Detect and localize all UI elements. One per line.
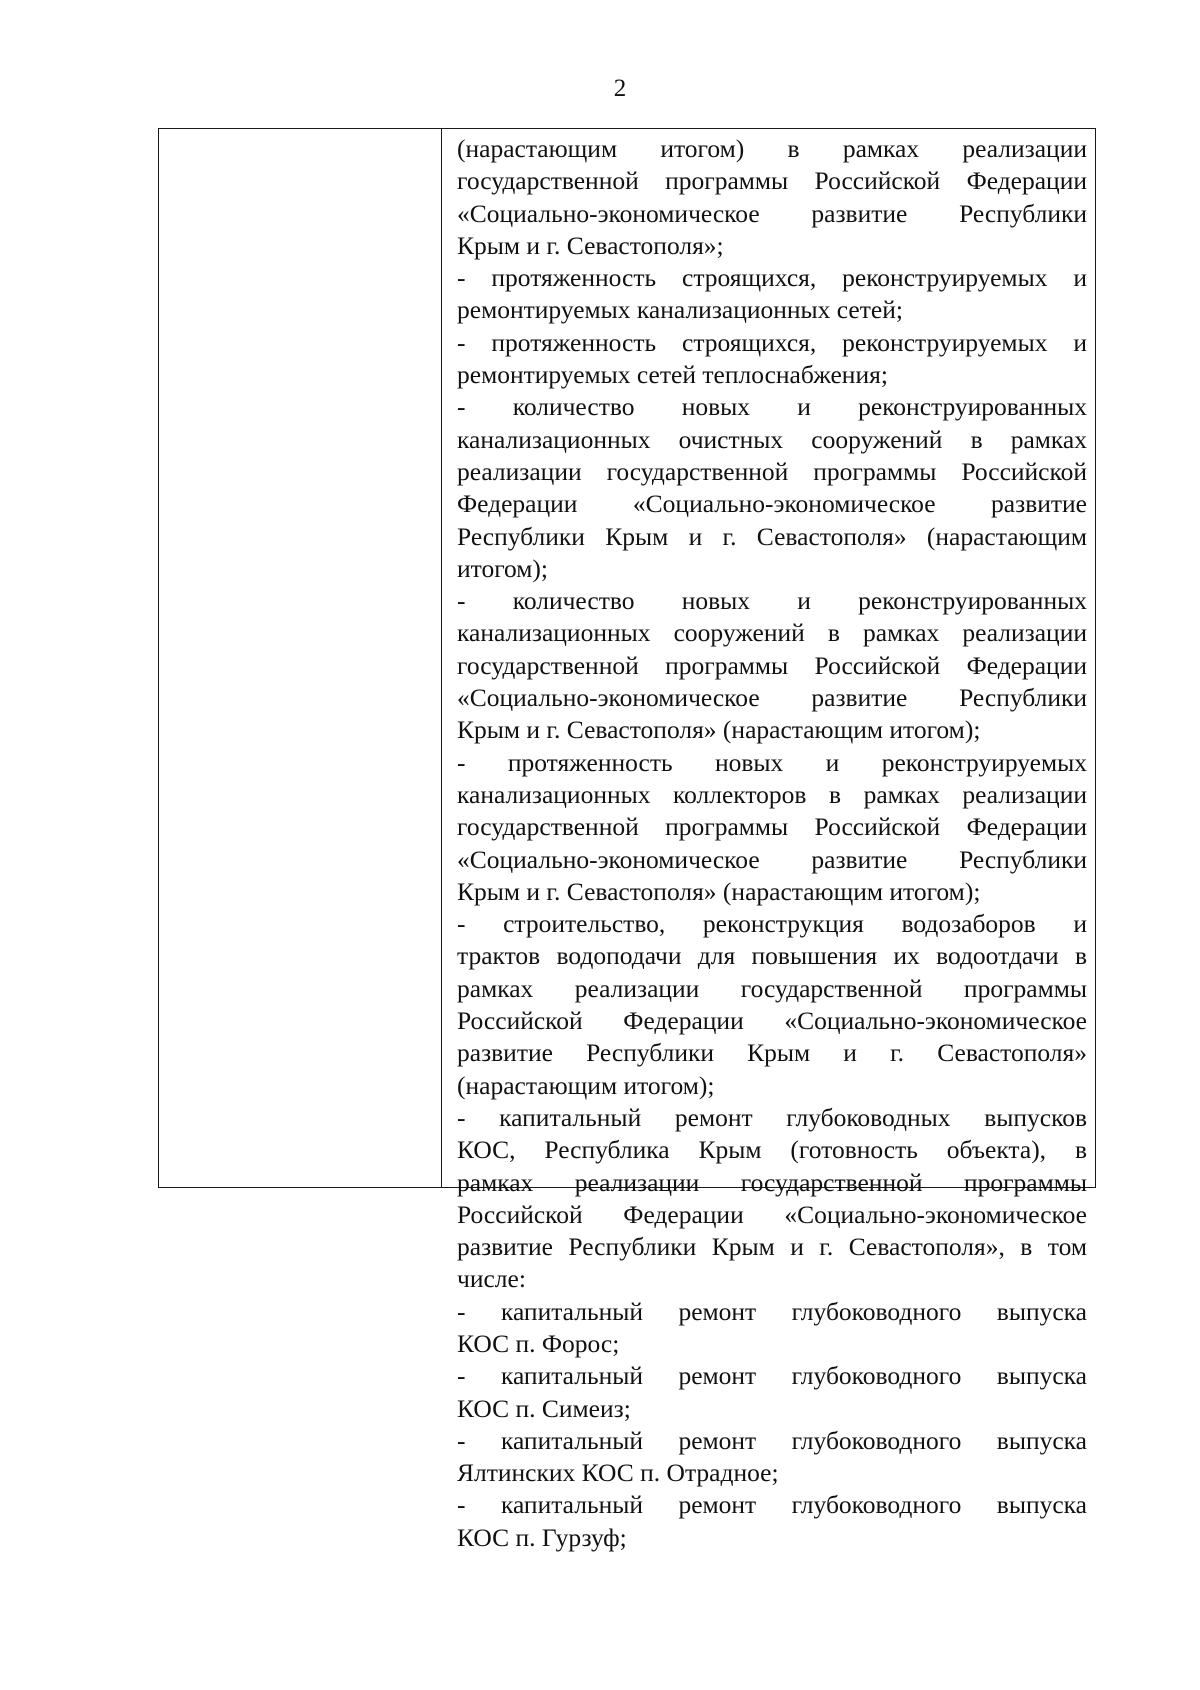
text-line: КОС п. Гурзуф; (457, 1522, 627, 1552)
document-table (158, 128, 1096, 1552)
page-number: 2 (613, 75, 627, 102)
text-line: - протяженность строящихся, реконструируемых и (457, 263, 1087, 293)
text-line: Ялтинских КОС п. Отрадное; (457, 1458, 779, 1488)
text-line: КОС, Республика Крым (готовность объекта), в (457, 1135, 1087, 1165)
text-line: КОС п. Форос; (457, 1328, 620, 1358)
text-line: канализационных коллекторов в рамках реализации (457, 779, 1087, 809)
text-line: канализационных очистных сооружений в рамках (457, 424, 1087, 454)
text-line: - капитальный ремонт глубоководного выпуска (457, 1296, 1087, 1326)
text-line: Республики Крым и г. Севастополя» (нарастающим (457, 521, 1087, 551)
text-line: (нарастающим итогом); (457, 1070, 715, 1100)
text-line: «Социально-экономическое развитие Республики (457, 198, 1087, 228)
text-line: реализации государственной программы Российской (457, 456, 1087, 486)
text-line: государственной программы Российской Федерации (457, 650, 1087, 680)
text-line: ремонтируемых канализационных сетей; (457, 295, 903, 325)
text-line: - протяженность строящихся, реконструируемых и (457, 327, 1087, 357)
text-line: - капитальный ремонт глубоководного выпуска (457, 1490, 1087, 1520)
text-line: Российской Федерации «Социально-экономическое (457, 1199, 1087, 1229)
text-line: Федерации «Социально-экономическое развитие (457, 489, 1087, 519)
text-line: числе: (457, 1264, 526, 1294)
text-line: (нарастающим итогом) в рамках реализации (457, 134, 1087, 163)
text-line: рамках реализации государственной программы (457, 973, 1087, 1003)
text-line: рамках реализации государственной программы (457, 1167, 1087, 1197)
text-line: Российской Федерации «Социально-экономическое (457, 1006, 1087, 1036)
text-line: - капитальный ремонт глубоководного выпуска (457, 1361, 1087, 1391)
table-right-cell (457, 133, 1087, 1554)
table-left-cell (159, 129, 441, 1187)
text-line: трактов водоподачи для повышения их водоотдачи в (457, 941, 1087, 971)
text-line: - капитальный ремонт глубоководных выпусков (457, 1102, 1087, 1132)
text-line: итогом); (457, 553, 549, 583)
text-line: - строительство, реконструкция водозаборов и (457, 909, 1087, 939)
text-line: КОС п. Симеиз; (457, 1393, 631, 1423)
text-line: Крым и г. Севастополя» (нарастающим итогом); (457, 715, 981, 745)
text-line: - количество новых и реконструированных (457, 586, 1087, 616)
text-line: канализационных сооружений в рамках реализации (457, 618, 1087, 648)
text-line: - капитальный ремонт глубоководного выпуска (457, 1425, 1087, 1455)
text-line: «Социально-экономическое развитие Республики (457, 683, 1087, 713)
text-line: государственной программы Российской Федерации (457, 812, 1087, 842)
text-line: развитие Республики Крым и г. Севастополя» (457, 1038, 1087, 1068)
text-line: - количество новых и реконструированных (457, 392, 1087, 422)
text-line: - протяженность новых и реконструируемых (457, 747, 1087, 777)
text-line: ремонтируемых сетей теплоснабжения; (457, 360, 888, 390)
text-line: развитие Республики Крым и г. Севастополя», в том (457, 1232, 1087, 1262)
column-divider (441, 129, 442, 1187)
text-line: Крым и г. Севастополя» (нарастающим итогом); (457, 876, 981, 906)
text-line: Крым и г. Севастополя»; (457, 230, 724, 260)
text-line: государственной программы Российской Федерации (457, 166, 1087, 196)
text-line: «Социально-экономическое развитие Республики (457, 844, 1087, 874)
